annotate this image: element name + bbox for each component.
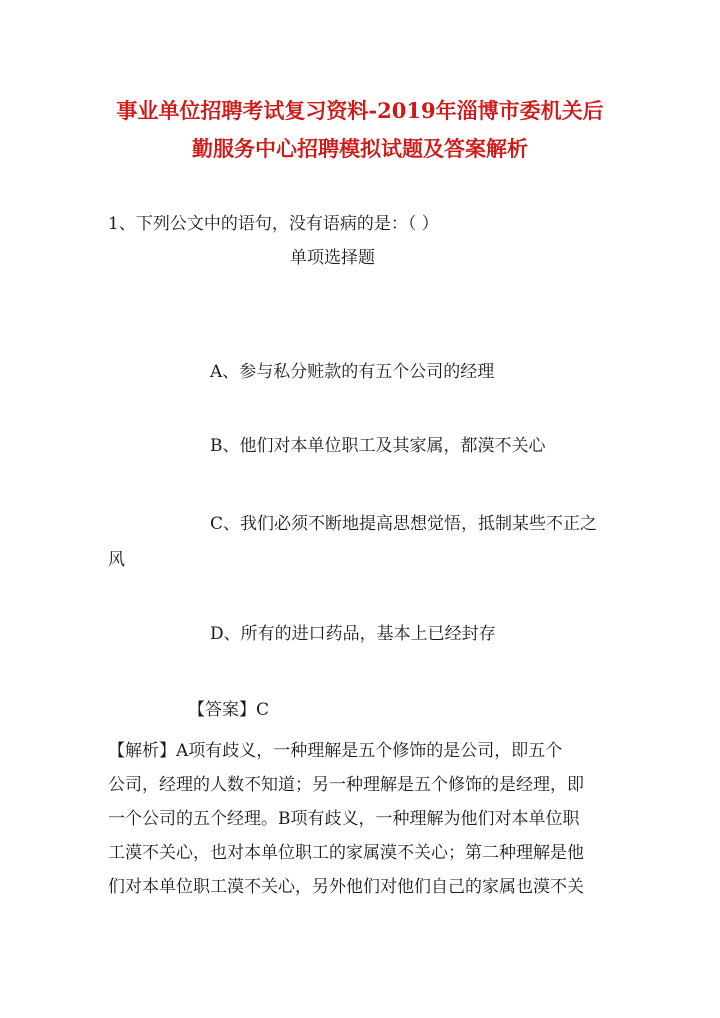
title-line-2: 勤服务中心招聘模拟试题及答案解析 <box>192 136 528 161</box>
option-c-continued: 风 <box>108 550 125 570</box>
explanation <box>108 734 616 904</box>
option-c: C、我们必须不断地提高思想觉悟，抵制某些不正之 <box>210 514 598 534</box>
explanation-line: 【解析】A项有歧义，一种理解是五个修饰的是公司，即五个 <box>108 741 563 761</box>
explanation-line: 公司，经理的人数不知道；另一种理解是五个修饰的是经理，即 <box>108 775 584 795</box>
question-type: 单项选择题 <box>290 248 375 268</box>
explanation-line: 工漠不关心，也对本单位职工的家属漠不关心；第二种理解是他 <box>108 843 584 863</box>
question-stem: 1、下列公文中的语句，没有语病的是：（ ） <box>108 214 439 234</box>
explanation-line: 们对本单位职工漠不关心，另外他们对他们自己的家属也漠不关 <box>108 877 584 897</box>
option-b: B、他们对本单位职工及其家属，都漠不关心 <box>210 436 546 456</box>
option-d: D、所有的进口药品，基本上已经封存 <box>210 624 496 644</box>
explanation-line: 一个公司的五个经理。B项有歧义，一种理解为他们对本单位职 <box>108 809 580 829</box>
option-a: A、参与私分赃款的有五个公司的经理 <box>210 362 495 382</box>
title-line-1: 事业单位招聘考试复习资料-2019年淄博市委机关后 <box>116 98 604 123</box>
document-title <box>80 92 640 168</box>
answer: 【答案】C <box>188 700 270 720</box>
